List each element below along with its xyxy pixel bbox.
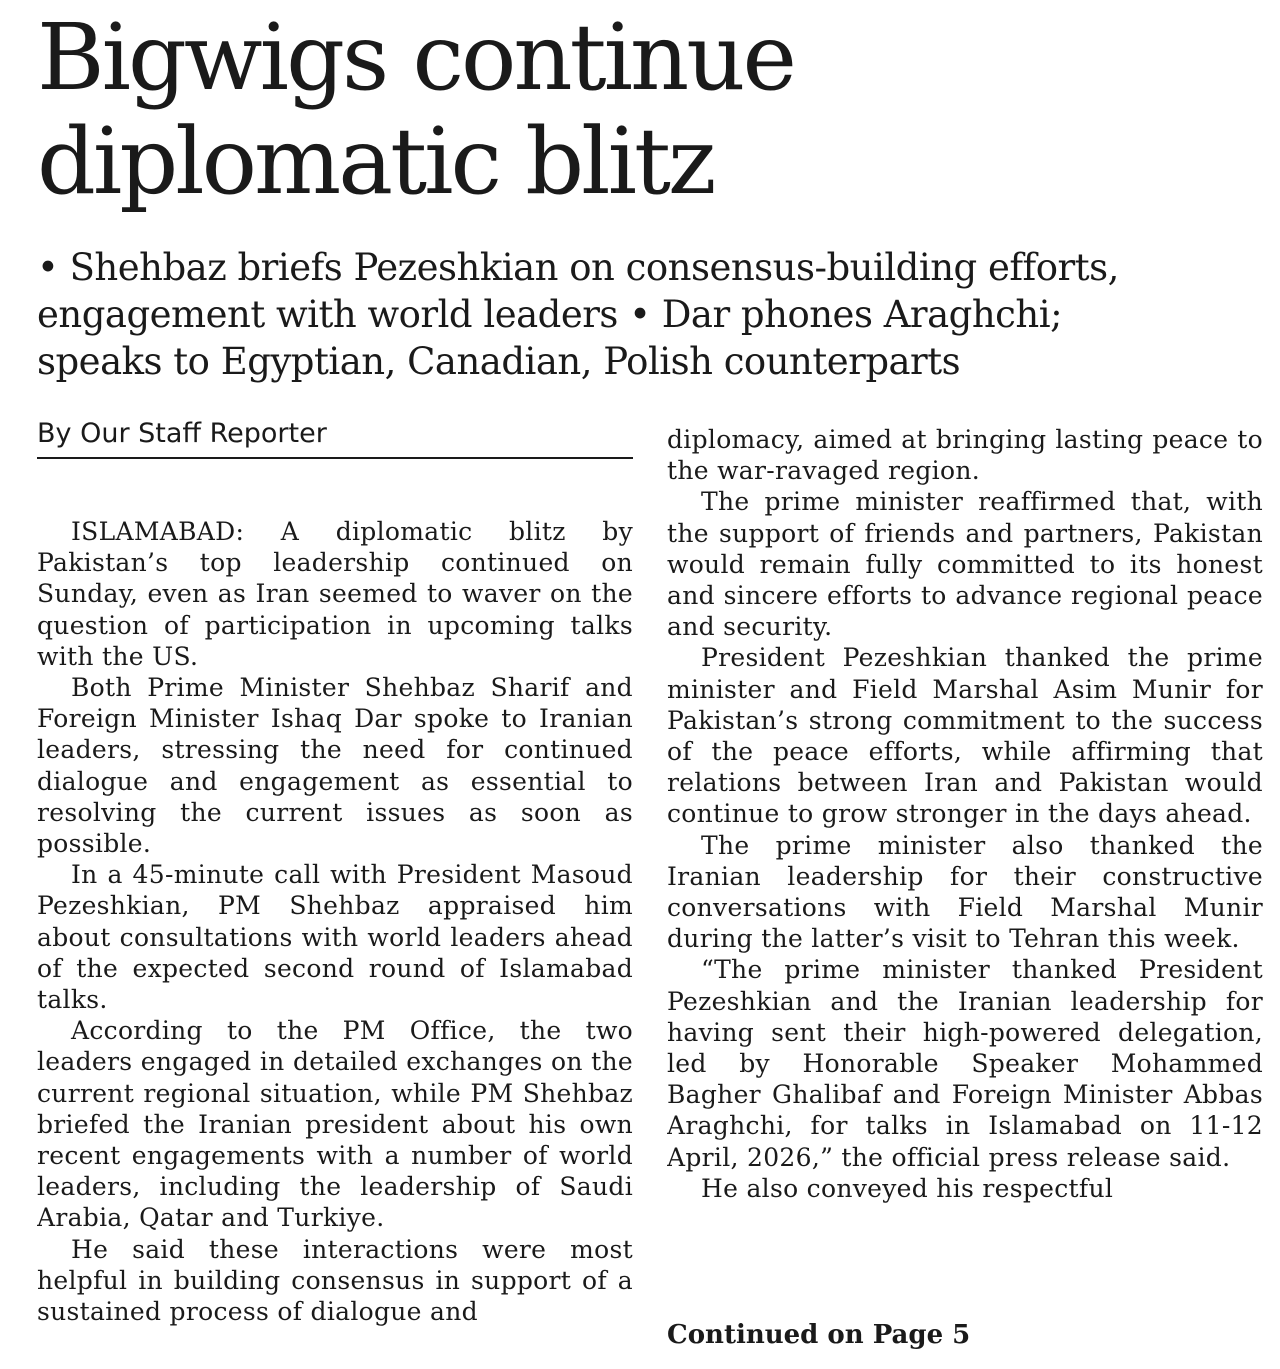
subheadline-line: speaks to Egyptian, Canadian, Polish counterparts: [37, 340, 961, 383]
subheadline-line: engagement with world leaders • Dar phones Araghchi;: [37, 293, 1063, 336]
article-column-right: [667, 424, 1263, 1304]
article-paragraph: The prime minister also thanked the Iranian leadership for their constructive conversations with Field Marshal Munir during the latter’s visit to Tehran this week.: [667, 830, 1263, 954]
article-paragraph: “The prime minister thanked President Pezeshkian and the Iranian leadership for having sent their high-powered delegation, led by Honorable Speaker Mohammed Bagher Ghalibaf and Foreign Minister Abbas Araghchi, for talks in Islamabad on 11-12 April, 2026,” the official press release said.: [667, 955, 1263, 1172]
subheadlines: [37, 244, 1267, 385]
continued-on-page-link[interactable]: Continued on Page 5: [667, 1320, 971, 1350]
byline: By Our Staff Reporter: [37, 418, 633, 459]
article-paragraph: ISLAMABAD: A diplomatic blitz by Pakistan’s top leadership continued on Sunday, even as Iran seemed to waver on the question of participation in upcoming talks with the US.: [37, 517, 633, 671]
article-paragraph: The prime minister reaffirmed that, with the support of friends and partners, Pakistan would remain fully committed to its honest and sincere efforts to advance regional peace and security.: [667, 487, 1263, 642]
headline: Bigwigs continue diplomatic blitz: [37, 4, 794, 215]
article-paragraph: diplomacy, aimed at bringing lasting peace to the war-ravaged region.: [667, 425, 1263, 486]
article-column-left: [37, 516, 633, 1362]
article-paragraph: According to the PM Office, the two leaders engaged in detailed exchanges on the current regional situation, while PM Shehbaz briefed the Iranian president about his own recent engagements with a number of world leaders, including the leadership of Saudi Arabia, Qatar and Turkiye.: [37, 1016, 633, 1233]
article-paragraph: In a 45-minute call with President Masoud Pezeshkian, PM Shehbaz appraised him about consultations with world leaders ahead of the expected second round of Islamabad talks.: [37, 860, 633, 1015]
article-paragraph: He also conveyed his respectful: [701, 1173, 1114, 1203]
subheadline-line: • Shehbaz briefs Pezeshkian on consensus-building efforts,: [37, 246, 1119, 289]
article-paragraph: President Pezeshkian thanked the prime minister and Field Marshal Asim Munir for Pakistan’s strong commitment to the success of the peace efforts, while affirming that relations between Iran and Pakistan would continue to grow stronger in the days ahead.: [667, 643, 1263, 829]
article-paragraph: Both Prime Minister Shehbaz Sharif and Foreign Minister Ishaq Dar spoke to Iranian leaders, stressing the need for continued dialogue and engagement as essential to resolving the current issues as soon as possible.: [37, 673, 633, 859]
article-paragraph: He said these interactions were most helpful in building consensus in support of a sustained process of dialogue and: [37, 1234, 633, 1327]
